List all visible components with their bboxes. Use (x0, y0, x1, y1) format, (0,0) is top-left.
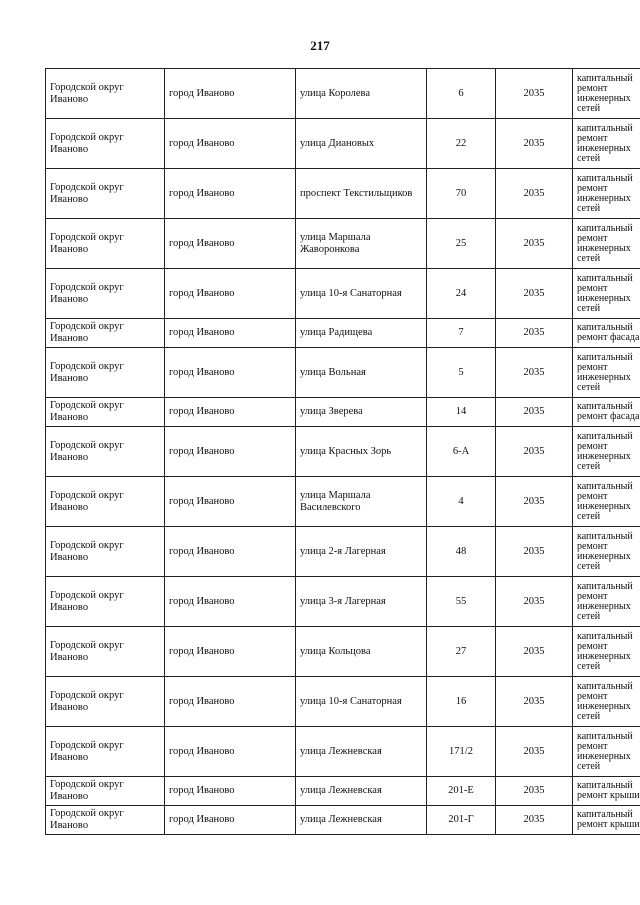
work-type-cell: капитальный ремонт инженерных сетей (573, 727, 640, 777)
settlement-cell: город Иваново (165, 319, 296, 348)
house-number-cell: 48 (427, 527, 496, 577)
planned-year-cell: 2035 (496, 577, 573, 627)
municipal-district-cell: Городской округ Иваново (46, 219, 165, 269)
municipal-district-cell: Городской округ Иваново (46, 269, 165, 319)
planned-year-cell: 2035 (496, 477, 573, 527)
planned-year-cell: 2035 (496, 427, 573, 477)
street-cell: улица 2-я Лагерная (296, 527, 427, 577)
house-number-cell: 7 (427, 319, 496, 348)
planned-year-cell: 2035 (496, 527, 573, 577)
work-type-cell: капитальный ремонт инженерных сетей (573, 119, 640, 169)
settlement-cell: город Иваново (165, 398, 296, 427)
street-cell: проспект Текстильщиков (296, 169, 427, 219)
work-type-cell: капитальный ремонт крыши (573, 806, 640, 835)
municipal-district-cell: Городской округ Иваново (46, 527, 165, 577)
street-cell: улица Маршала Жаворонкова (296, 219, 427, 269)
street-cell: улица Королева (296, 69, 427, 119)
street-cell: улица Красных Зорь (296, 427, 427, 477)
work-type-cell: капитальный ремонт инженерных сетей (573, 477, 640, 527)
house-number-cell: 6-А (427, 427, 496, 477)
planned-year-cell: 2035 (496, 319, 573, 348)
table-row (46, 269, 640, 319)
settlement-cell: город Иваново (165, 69, 296, 119)
municipal-district-cell: Городской округ Иваново (46, 727, 165, 777)
table-row (46, 427, 640, 477)
table-row (46, 577, 640, 627)
house-number-cell: 27 (427, 627, 496, 677)
planned-year-cell: 2035 (496, 169, 573, 219)
work-type-cell: капитальный ремонт инженерных сетей (573, 169, 640, 219)
municipal-district-cell: Городской округ Иваново (46, 169, 165, 219)
house-number-cell: 55 (427, 577, 496, 627)
municipal-district-cell: Городской округ Иваново (46, 477, 165, 527)
registry-table-body (46, 69, 640, 835)
street-cell: улица Лежневская (296, 806, 427, 835)
street-cell: улица Лежневская (296, 727, 427, 777)
municipal-district-cell: Городской округ Иваново (46, 577, 165, 627)
settlement-cell: город Иваново (165, 527, 296, 577)
planned-year-cell: 2035 (496, 777, 573, 806)
work-type-cell: капитальный ремонт инженерных сетей (573, 427, 640, 477)
street-cell: улица Диановых (296, 119, 427, 169)
house-number-cell: 24 (427, 269, 496, 319)
settlement-cell: город Иваново (165, 219, 296, 269)
table-row (46, 777, 640, 806)
municipal-district-cell: Городской округ Иваново (46, 69, 165, 119)
house-number-cell: 201-Е (427, 777, 496, 806)
municipal-district-cell: Городской округ Иваново (46, 319, 165, 348)
table-row (46, 348, 640, 398)
settlement-cell: город Иваново (165, 577, 296, 627)
planned-year-cell: 2035 (496, 806, 573, 835)
street-cell: улица Кольцова (296, 627, 427, 677)
house-number-cell: 171/2 (427, 727, 496, 777)
planned-year-cell: 2035 (496, 727, 573, 777)
settlement-cell: город Иваново (165, 806, 296, 835)
planned-year-cell: 2035 (496, 269, 573, 319)
table-row (46, 527, 640, 577)
settlement-cell: город Иваново (165, 348, 296, 398)
registry-table (45, 68, 640, 835)
municipal-district-cell: Городской округ Иваново (46, 427, 165, 477)
municipal-district-cell: Городской округ Иваново (46, 348, 165, 398)
settlement-cell: город Иваново (165, 777, 296, 806)
table-row (46, 119, 640, 169)
work-type-cell: капитальный ремонт инженерных сетей (573, 69, 640, 119)
street-cell: улица Вольная (296, 348, 427, 398)
planned-year-cell: 2035 (496, 119, 573, 169)
settlement-cell: город Иваново (165, 627, 296, 677)
work-type-cell: капитальный ремонт инженерных сетей (573, 348, 640, 398)
settlement-cell: город Иваново (165, 169, 296, 219)
municipal-district-cell: Городской округ Иваново (46, 119, 165, 169)
work-type-cell: капитальный ремонт инженерных сетей (573, 269, 640, 319)
settlement-cell: город Иваново (165, 477, 296, 527)
house-number-cell: 5 (427, 348, 496, 398)
table-row (46, 806, 640, 835)
house-number-cell: 25 (427, 219, 496, 269)
settlement-cell: город Иваново (165, 427, 296, 477)
planned-year-cell: 2035 (496, 219, 573, 269)
work-type-cell: капитальный ремонт инженерных сетей (573, 677, 640, 727)
house-number-cell: 201-Г (427, 806, 496, 835)
street-cell: улица 10-я Санаторная (296, 269, 427, 319)
settlement-cell: город Иваново (165, 677, 296, 727)
work-type-cell: капитальный ремонт инженерных сетей (573, 527, 640, 577)
house-number-cell: 4 (427, 477, 496, 527)
house-number-cell: 16 (427, 677, 496, 727)
planned-year-cell: 2035 (496, 398, 573, 427)
planned-year-cell: 2035 (496, 69, 573, 119)
table-row (46, 727, 640, 777)
street-cell: улица 3-я Лагерная (296, 577, 427, 627)
planned-year-cell: 2035 (496, 348, 573, 398)
municipal-district-cell: Городской округ Иваново (46, 398, 165, 427)
table-row (46, 169, 640, 219)
table-row (46, 677, 640, 727)
municipal-district-cell: Городской округ Иваново (46, 627, 165, 677)
municipal-district-cell: Городской округ Иваново (46, 777, 165, 806)
house-number-cell: 70 (427, 169, 496, 219)
page-number: 217 (310, 38, 330, 53)
table-row (46, 477, 640, 527)
table-row (46, 219, 640, 269)
house-number-cell: 6 (427, 69, 496, 119)
work-type-cell: капитальный ремонт фасада (573, 398, 640, 427)
table-row (46, 398, 640, 427)
street-cell: улица 10-я Санаторная (296, 677, 427, 727)
street-cell: улица Лежневская (296, 777, 427, 806)
work-type-cell: капитальный ремонт крыши (573, 777, 640, 806)
table-row (46, 627, 640, 677)
street-cell: улица Зверева (296, 398, 427, 427)
work-type-cell: капитальный ремонт фасада (573, 319, 640, 348)
table-row (46, 69, 640, 119)
table-row (46, 319, 640, 348)
house-number-cell: 14 (427, 398, 496, 427)
work-type-cell: капитальный ремонт инженерных сетей (573, 577, 640, 627)
planned-year-cell: 2035 (496, 677, 573, 727)
settlement-cell: город Иваново (165, 727, 296, 777)
work-type-cell: капитальный ремонт инженерных сетей (573, 219, 640, 269)
municipal-district-cell: Городской округ Иваново (46, 806, 165, 835)
settlement-cell: город Иваново (165, 269, 296, 319)
street-cell: улица Радищева (296, 319, 427, 348)
municipal-district-cell: Городской округ Иваново (46, 677, 165, 727)
house-number-cell: 22 (427, 119, 496, 169)
work-type-cell: капитальный ремонт инженерных сетей (573, 627, 640, 677)
planned-year-cell: 2035 (496, 627, 573, 677)
street-cell: улица Маршала Василевского (296, 477, 427, 527)
settlement-cell: город Иваново (165, 119, 296, 169)
